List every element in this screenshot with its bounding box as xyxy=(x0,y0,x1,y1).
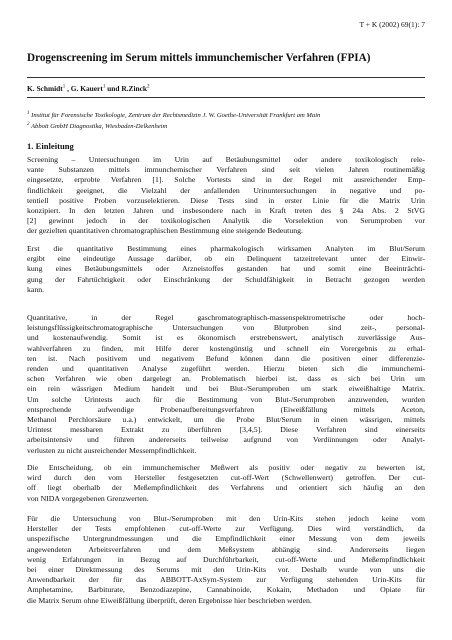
text-line: Screening – Untersuchungen im Urin auf Betäubungsmittel oder andere toxikologisch rele- xyxy=(27,155,425,164)
text-line: angewendeten Arbeitsverfahren und dem Meßsystem abhängig sind. Andererseits liegen xyxy=(27,544,425,554)
paragraph xyxy=(27,514,425,606)
text-line: die Matrix Serum ohne Eiweißfällung überprüft, deren Ergebnisse hier beschrieben werden. xyxy=(27,595,312,605)
author-line xyxy=(27,84,150,93)
affiliation-mark: 2 xyxy=(27,122,30,127)
author-name: G. Kauert xyxy=(70,84,103,93)
text-line: Urintest messbaren Extrakt zu überführen [3,4,5]. Diese Verfahren sind einerseits xyxy=(27,425,425,435)
author-affil-mark: 2 xyxy=(147,84,150,90)
author-separator: , xyxy=(65,84,71,93)
text-line: eingesetzte, erprobte Verfahren [1]. Solche Vortests sind in der Regel mit ausreichender Emp- xyxy=(27,175,425,185)
text-line: ergibt eine eindeutige Aussage darüber, ob ein Delinquent tatzeitrelevant unter der Einwir- xyxy=(27,254,425,264)
text-line: Erst die quantitative Bestimmung eines pharmakologisch wirksamen Analyten im Blut/Serum xyxy=(27,244,425,253)
text-line: vante Substanzen mittels immunchemischer Verfahren sind seit vielen Jahren routinemäßig xyxy=(27,165,425,175)
text-line: von NIDA vorgegebenen Grenzwerten. xyxy=(27,493,149,503)
affiliation-text: Institut für Forensische Toxikologie, Zentrum der Rechtsmedizin J. W. Goethe-Universität Frankfurt am Main xyxy=(29,112,321,120)
paragraph xyxy=(27,155,425,237)
text-line: und kostenaufwendig. Somit ist es ökonomisch erstrebenswert, analytisch zuverlässige Aus- xyxy=(27,333,425,343)
paragraph xyxy=(27,463,425,504)
text-line: Für die Untersuchung von Blut-/Serumproben mit den Urin-Kits stehen jedoch keine vom xyxy=(27,514,425,523)
text-line: unspezifische Untergrundmessungen und die Empfindlichkeit einer Messung von dem jeweils xyxy=(27,534,425,544)
text-line: bei einer Direktmessung des Serums mit den Urin-Kits vor. Deshalb wurde von uns die xyxy=(27,565,425,575)
text-line: Methanol Perchlorsäure u.a.) entwickelt, um die Probe Blut/Serum in einen wässrigen, mittels xyxy=(27,415,425,425)
author-separator: und xyxy=(105,84,122,93)
text-line: schen Verfahren wie oben dargelegt an. Problematisch hierbei ist, dass es sich bei Urin um xyxy=(27,374,425,384)
affiliation-mark: 1 xyxy=(27,111,30,116)
text-line: kung eines Betäubungsmittels oder Arzneistoffes gestanden hat und somit eine Beeinträchti- xyxy=(27,264,425,274)
text-line: wird durch den vom Hersteller festgesetzten cut-off-Wert (Schwellenwert) getroffen. Der cut- xyxy=(27,473,425,483)
affiliation xyxy=(27,122,167,130)
author-rule-top xyxy=(27,77,425,78)
running-head: T + K (2002) 69(1): 7 xyxy=(359,20,425,29)
text-line: Amphetamine, Barbiturate, Benzodiazepine, Cannabinoide, Kokain, Methadon und Opiate für xyxy=(27,585,425,595)
text-line: der gezielten quantitativen chromatographischen Bestimmung eine steigende Bedeutung. xyxy=(27,226,303,236)
text-line: tentiell positive Proben vorzuselektieren. Diese Tests sind in erster Linie für die Matrix Urin xyxy=(27,195,425,205)
paragraph xyxy=(27,244,425,295)
text-line: off liegt oberhalb der Meßempfindlichkeit des Verfahrens und orientiert sich häufig an den xyxy=(27,483,425,493)
author-rule-bottom xyxy=(27,97,425,98)
text-line: gung der Fahrtüchtigkeit oder Einschränkung der Schuldfähigkeit in Betracht gezogen werden xyxy=(27,274,425,284)
paragraph xyxy=(27,313,425,456)
text-line: renden und quantitativen Analyse zugeführt werden. Hierzu bieten sich die immunchemi- xyxy=(27,364,425,374)
affiliation-text: Abbott GmbH Diagnostika, Wiesbaden-Delkenheim xyxy=(29,123,168,131)
author-name: R.Zinck xyxy=(121,84,148,93)
text-line: wahlverfahren zu finden, mit Hilfe derer kostengünstig und schnell ein Vorergebnis zu erhal- xyxy=(27,343,425,353)
text-line: [2] gewinnt jedoch in der toxikologischen Analytik die Vorselektion von Serumproben vor xyxy=(27,216,425,226)
text-line: entsprechende aufwendige Probenaufbereitungsverfahren (Eiweißfällung mittels Aceton, xyxy=(27,404,425,414)
text-line: konzipiert. In den letzten Jahren und insbesondere nach in Kraft treten des § 24a Abs. 2 StVG xyxy=(27,206,425,216)
section-heading: 1. Einleitung xyxy=(27,141,74,151)
text-line: Anwendbarkeit der für das ABBOTT-AxSym-System zur Verfügung stehenden Urin-Kits für xyxy=(27,575,425,585)
author-affil-mark: 1 xyxy=(102,84,106,90)
text-line: Um solche Urintests auch für die Bestimmung von Blut-/Serumproben anzuwenden, wurden xyxy=(27,394,425,404)
article-title: Drogenscreening im Serum mittels immunchemischer Verfahren (FPIA) xyxy=(27,52,371,64)
text-line: findlichkeit geeignet, die Vielzahl der anfallenden Urinuntersuchungen in negative und po- xyxy=(27,185,425,195)
text-line: verlusten zu nicht ausreichender Messempfindlichkeit. xyxy=(27,445,197,455)
text-line: leistungsflüssigkeitschromatographische Untersuchungen von Blutproben sind zeit-, personal- xyxy=(27,323,425,333)
text-line: ein rein wässrigen Medium handelt und bei Blut-/Serumproben um stark eiweißhaltige Matrix. xyxy=(27,384,425,394)
text-line: kann. xyxy=(27,284,45,294)
affiliation xyxy=(27,111,320,119)
text-line: wenig Erfahrungen in Bezug auf Durchführbarkeit, cut-off-Werte und Meßempfindlichkeit xyxy=(27,554,425,564)
text-line: ten ist. Nach positivem und negativem Befund können dann die positiven einer differenzie- xyxy=(27,353,425,363)
author-name: K. Schmidt xyxy=(27,84,63,93)
text-line: arbeitsintensiv und führen andererseits teilweise aufgrund von Verdünnungen oder Analyt- xyxy=(27,435,425,445)
text-line: Hersteller der Tests empfohlenen cut-off-Werte zur Verfügung. Dies wird verständlich, da xyxy=(27,524,425,534)
author-affil-mark: 1 xyxy=(62,84,66,90)
text-line: Quantitative, in der Regel gaschromatographisch-massenspektrometrische oder hoch- xyxy=(27,313,425,322)
text-line: Die Entscheidung, ob ein immunchemischer Meßwert als positiv oder negativ zu bewerten ist, xyxy=(27,463,425,472)
